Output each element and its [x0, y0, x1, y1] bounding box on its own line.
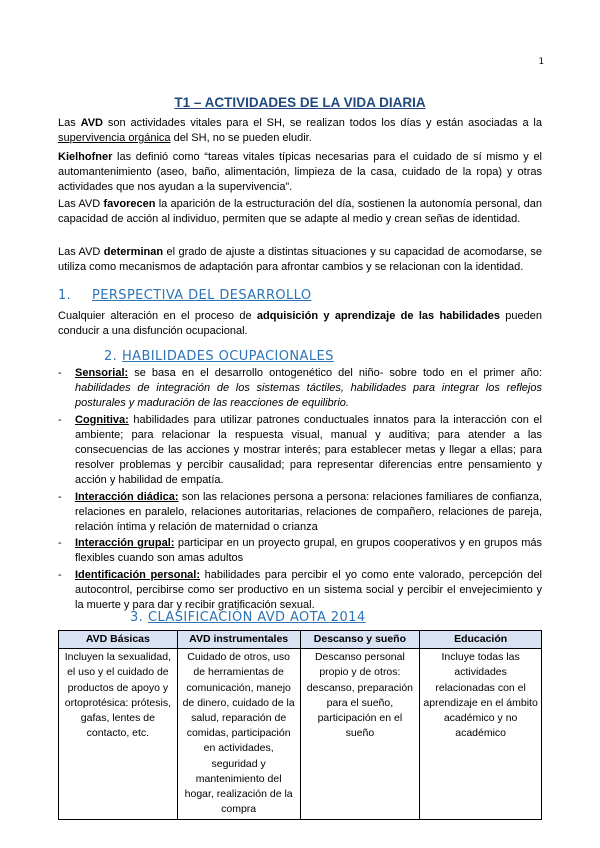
intro-paragraph-3: Las AVD favorecen la aparición de la estructuración del día, sostienen la autonomía personal, dan capacidad de acción al individuo, permiten que se adapte al medio y crean señas de identidad. [58, 198, 542, 226]
list-item: - Cognitiva: habilidades para utilizar patrones conductuales innatos para la interacción con el ambiente; para relacionar la respuesta visual, manual y auditiva; para atender a las consecuencias de las acciones y mostrar interés; para establecer metas y llegar a ellas; para resolver problemas y percibir causalidad; para representar diferencias entre pensamiento y acción y habilidad de empatía. [58, 413, 542, 487]
table-cell: Descanso personal propio y de otros: descanso, preparación para el sueño, participación en el sueño [300, 649, 420, 820]
list-item: - Interacción grupal: participar en un proyecto grupal, en grupos cooperativos y en grupos más flexibles cuando son amas adultos [58, 537, 542, 565]
list-item: - Sensorial: se basa en el desarrollo ontogenético del niño- sobre todo en el primer año: habilidades de integración de los sistemas táctiles, habilidades para integrar los reflejos posturales y maduración de las reacciones de equilibrio. [58, 367, 542, 410]
table-header-row [59, 631, 542, 649]
table-row [59, 649, 542, 820]
section-1-heading: 1. PERSPECTIVA DEL DESARROLLO [58, 288, 312, 303]
table-header-cell: Descanso y sueño [300, 631, 420, 649]
page-number: 1 [538, 57, 544, 67]
table-header-cell: AVD instrumentales [177, 631, 300, 649]
table-cell: Incluye todas las actividades relacionadas con el aprendizaje en el ámbito académico y no académico [420, 649, 542, 820]
table-header-cell: AVD Básicas [59, 631, 178, 649]
table-cell: Incluyen la sexualidad, el uso y el cuidado de productos de apoyo y ortoprotésica: prótesis, gafas, lentes de contacto, etc. [59, 649, 178, 820]
page-title: T1 – ACTIVIDADES DE LA VIDA DIARIA [174, 95, 426, 110]
intro-paragraph-4: Las AVD determinan el grado de ajuste a distintas situaciones y su capacidad de acomodarse, se utiliza como mecanismos de adaptación para afrontar cambios y se relacionan con la identidad. [58, 246, 542, 274]
list-item: - Interacción diádica: son las relaciones persona a persona: relaciones familiares de confianza, relaciones en paralelo, relaciones autoritarias, relaciones de compañero, relaciones de pareja, relación íntima y relación de maternidad o crianza [58, 490, 542, 534]
table-header-cell: Educación [420, 631, 542, 649]
section-3-heading: 3. CLASIFICACIÓN AVD AOTA 2014 [130, 610, 366, 625]
intro-paragraph-1: Las AVD son actividades vitales para el SH, se realizan todos los días y están asociadas a la supervivencia orgánica del SH, no se pueden eludir. [58, 117, 542, 145]
avd-classification-table [58, 630, 542, 820]
skills-list [58, 366, 542, 614]
list-item: - Identificación personal: habilidades para percibir el yo como ente valorado, percepción del autocontrol, percibirse como ser productivo en un sistema social y percibir el envejecimiento y la muerte y para dar y recibir gratificación sexual. [58, 568, 543, 612]
intro-paragraph-2: Kielhofner las definió como “tareas vitales típicas necesarias para el cuidado de sí mismo y el automantenimiento (aseo, baño, alimentación, limpieza de la casa, cuidado de la ropa) y otras actividades que nos ayudan a la supervivencia”. [58, 151, 542, 194]
section-2-heading: 2. HABILIDADES OCUPACIONALES [104, 349, 334, 364]
table-cell: Cuidado de otros, uso de herramientas de comunicación, manejo de dinero, cuidado de la salud, reparación de comidas, participación en actividades, seguridad y mantenimiento del hogar, realización de la compra [177, 649, 300, 820]
section-1-paragraph: Cualquier alteración en el proceso de adquisición y aprendizaje de las habilidades pueden conducir a una disfunción ocupacional. [58, 310, 543, 338]
